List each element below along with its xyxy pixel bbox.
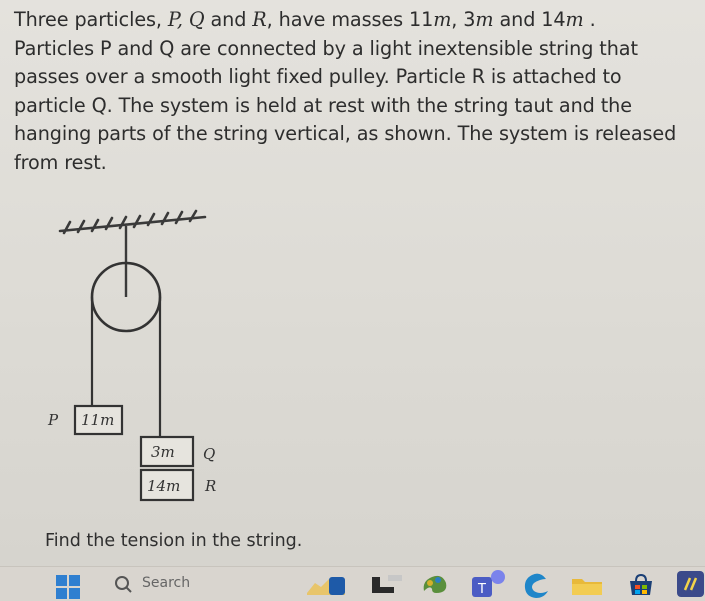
question-line-5: hanging parts of the string vertical, as shown. The system is released: [14, 122, 677, 146]
search-icon: [114, 575, 134, 595]
question-line-4: particle Q. The system is held at rest with the string taut and the: [14, 93, 632, 117]
label-q: Q: [203, 445, 216, 463]
question-line-2: Particles P and Q are connected by a light inextensible string that: [14, 36, 638, 60]
text-segment: and 14: [493, 8, 566, 31]
widgets-icon[interactable]: [305, 573, 347, 597]
text-segment: .: [583, 8, 596, 31]
mass-p: 11m: [81, 411, 115, 429]
mass-q: 3m: [151, 443, 175, 461]
label-p: P: [48, 411, 59, 429]
store-icon[interactable]: [626, 573, 656, 597]
var-pq: P, Q: [167, 8, 205, 31]
taskbar-search[interactable]: [100, 571, 290, 597]
label-r: R: [205, 477, 217, 495]
var-r: R: [252, 8, 267, 31]
pulley-diagram: [0, 200, 320, 520]
mass-r: 14m: [147, 477, 181, 495]
svg-text:T: T: [478, 582, 486, 597]
question-line-6: from rest.: [14, 150, 107, 174]
ceiling-support: [60, 211, 205, 233]
text-segment: and: [204, 8, 253, 31]
var-m: m: [475, 8, 494, 31]
teams-icon[interactable]: [470, 569, 510, 599]
app-icon[interactable]: [676, 570, 705, 598]
question-text: [14, 6, 694, 178]
question-line-3: passes over a smooth light fixed pulley. Particle R is attached to: [14, 65, 622, 89]
folder-icon[interactable]: [570, 573, 604, 597]
var-m: m: [433, 8, 452, 31]
file-explorer-icon[interactable]: [370, 573, 404, 597]
task-prompt: Find the tension in the string.: [45, 531, 303, 551]
search-placeholder: Search: [142, 575, 191, 591]
text-segment: , have masses 11: [266, 8, 434, 31]
taskbar: [0, 566, 705, 601]
text-segment: Three particles,: [14, 8, 168, 31]
edge-icon[interactable]: [522, 571, 552, 599]
var-m: m: [565, 8, 584, 31]
windows-start-icon[interactable]: [56, 575, 80, 599]
text-segment: , 3: [451, 8, 476, 31]
question-line-1: [14, 6, 694, 35]
paint-icon[interactable]: [420, 571, 448, 597]
